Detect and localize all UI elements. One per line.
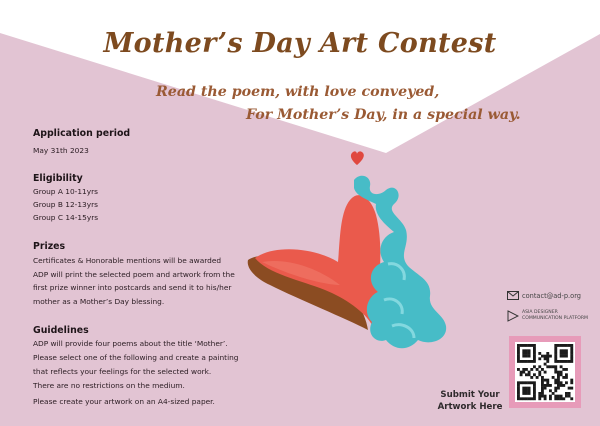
submit-line-2: Artwork Here [437,402,503,412]
prizes-line: ADP will print the selected poem and artwork from the [33,270,235,279]
subtitle-line-2: For Mother’s Day, in a special way. [246,107,521,123]
prizes-line: first prize winner into postcards and send it to his/her [33,283,232,292]
org-line-1: ASIA DESIGNER [522,310,558,315]
org-line-2: COMMUNICATION PLATFORM [522,316,589,321]
mail-icon [507,291,519,300]
prizes-line: mother as a Mother’s Day blessing. [33,297,165,306]
guidelines-heading: Guidelines [33,325,89,336]
application-heading: Application period [33,128,131,139]
guidelines-line: Please create your artwork on an A4-sized paper. [33,397,215,406]
submit-label [428,389,512,413]
eligibility-group-b: Group B 12-13yrs [33,200,99,209]
guidelines-line: Please select one of the following and create a painting [33,353,239,362]
eligibility-group-c: Group C 14-15yrs [33,213,99,222]
prizes-heading: Prizes [33,241,66,252]
qr-code[interactable] [509,336,581,408]
page-title: Mother’s Day Art Contest [103,28,497,59]
application-date: May 31th 2023 [33,146,89,155]
submit-line-1: Submit Your [440,390,500,400]
eligibility-group-a: Group A 10-11yrs [33,187,98,196]
guidelines-line: ADP will provide four poems about the title ‘Mother’. [33,339,228,348]
subtitle-line-1: Read the poem, with love conveyed, [156,84,440,100]
org-name [522,310,588,322]
prizes-line: Certificates & Honorable mentions will be awarded [33,256,222,265]
guidelines-line: that reflects your feelings for the selected work. [33,367,212,376]
adp-logo [507,310,519,322]
contact-email[interactable]: contact@ad-p.org [522,292,581,300]
eligibility-heading: Eligibility [33,173,83,184]
guidelines-line: There are no restrictions on the medium. [33,381,185,390]
small-heart-icon [351,151,364,165]
